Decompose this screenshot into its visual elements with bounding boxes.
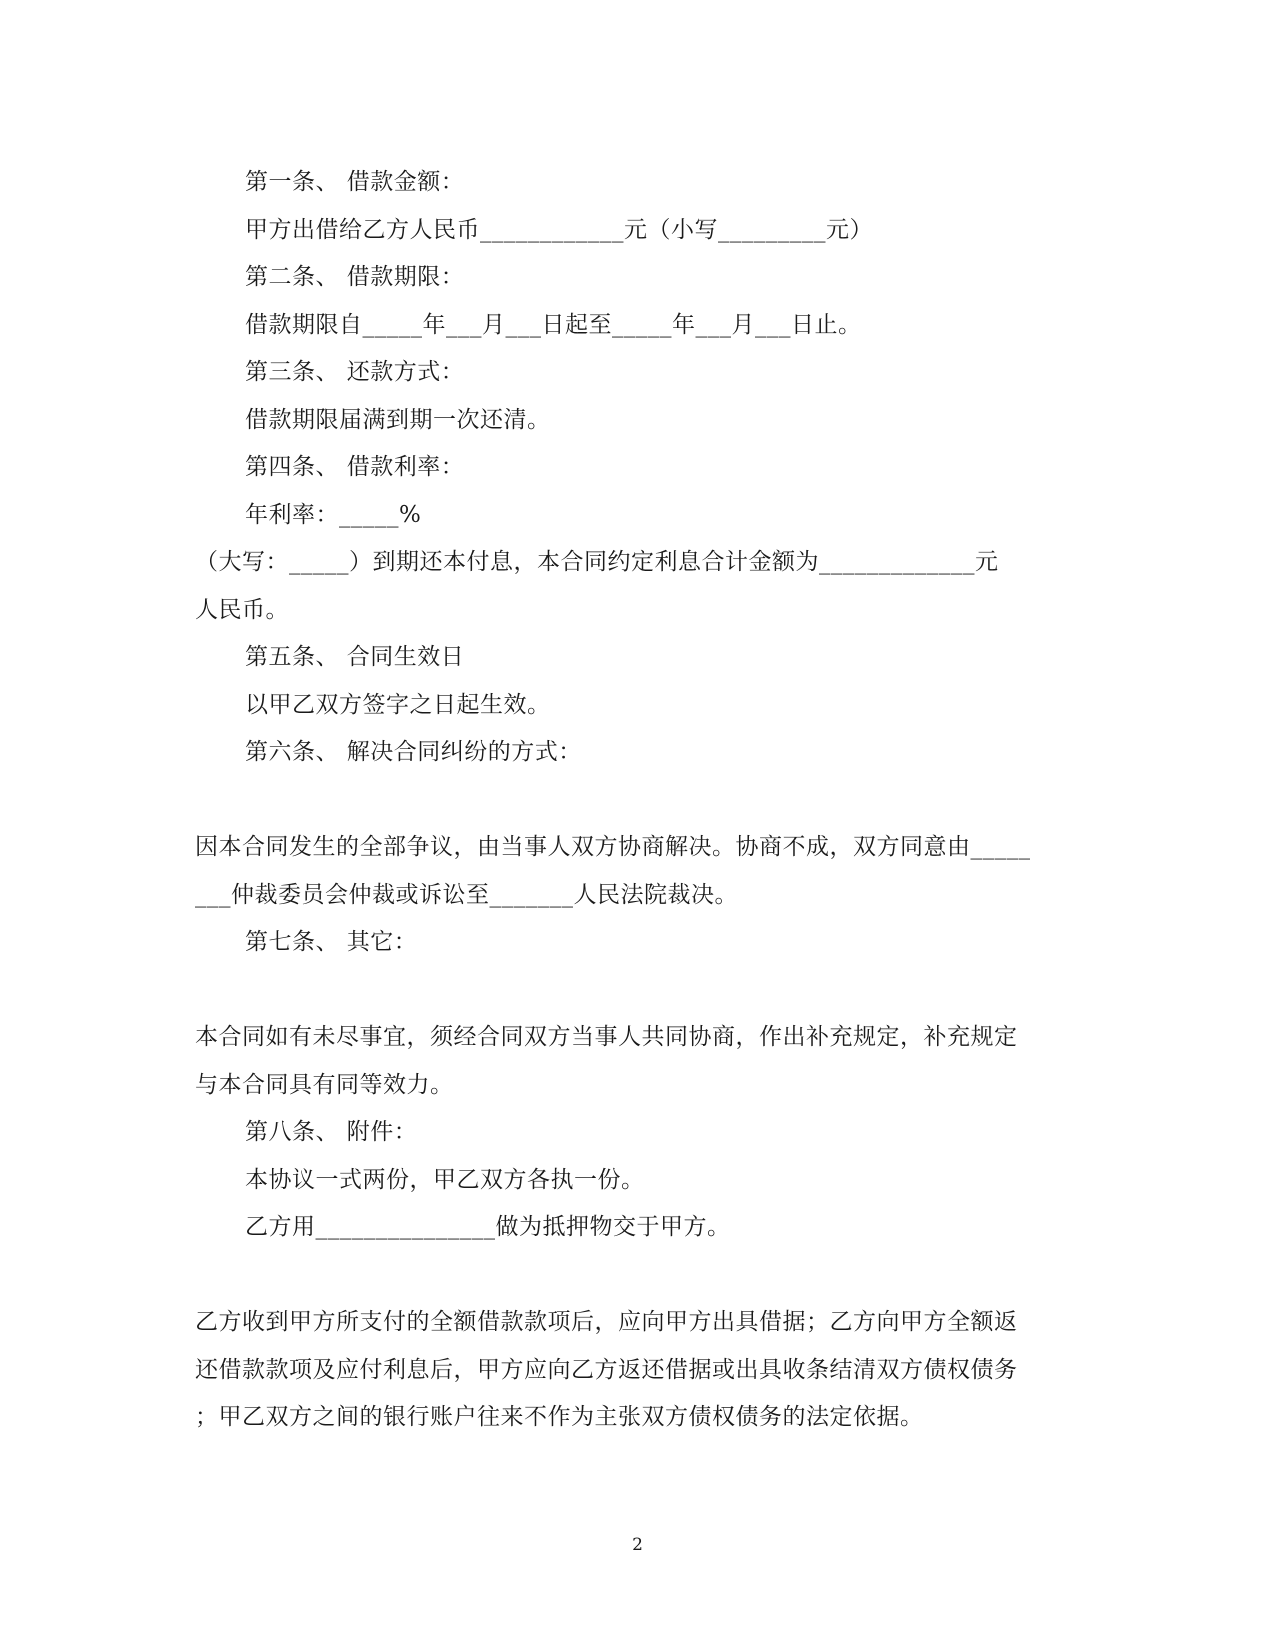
clause-8-heading: 第八条、 附件： (245, 1119, 418, 1145)
loan-amount-text: 甲方出借给乙方人民币____________元（小写_________元） (245, 217, 873, 243)
receipt-text: 乙方收到甲方所支付的全额借款款项后，应向甲方出具借据；乙方向甲方全额返 (195, 1309, 1018, 1335)
clause-7-heading: 第七条、 其它： (245, 929, 418, 955)
effective-date-text: 以甲乙双方签字之日起生效。 (245, 692, 551, 718)
loan-term-text: 借款期限自_____年___月___日起至_____年___月___日止。 (245, 312, 862, 338)
repayment-method-text: 借款期限届满到期一次还清。 (245, 407, 551, 433)
clause-4-heading: 第四条、 借款利率： (245, 454, 465, 480)
interest-total-text: （大写：_____）到期还本付息，本合同约定利息合计金额为_____________元 (195, 549, 999, 575)
copies-text: 本协议一式两份，甲乙双方各执一份。 (245, 1167, 645, 1193)
collateral-text: 乙方用_______________做为抵押物交于甲方。 (245, 1214, 731, 1240)
other-terms-text-cont: 与本合同具有同等效力。 (195, 1072, 454, 1098)
dispute-text: 因本合同发生的全部争议，由当事人双方协商解决。协商不成，双方同意由_____ (195, 834, 1031, 860)
receipt-text-cont-1: 还借款款项及应付利息后，甲方应向乙方返还借据或出具收条结清双方债权债务 (195, 1357, 1018, 1383)
interest-total-text-cont: 人民币。 (195, 597, 289, 623)
clause-6-heading: 第六条、 解决合同纠纷的方式： (245, 739, 582, 765)
page-number: 2 (632, 1535, 643, 1555)
annual-rate-text: 年利率：_____% (245, 502, 422, 528)
clause-3-heading: 第三条、 还款方式： (245, 359, 465, 385)
receipt-text-cont-2: ；甲乙双方之间的银行账户往来不作为主张双方债权债务的法定依据。 (195, 1404, 924, 1430)
other-terms-text: 本合同如有未尽事宜，须经合同双方当事人共同协商，作出补充规定，补充规定 (195, 1024, 1018, 1050)
dispute-text-cont: ___仲裁委员会仲裁或诉讼至_______人民法院裁决。 (195, 882, 738, 908)
clause-2-heading: 第二条、 借款期限： (245, 264, 465, 290)
clause-5-heading: 第五条、 合同生效日 (245, 644, 465, 670)
clause-1-heading: 第一条、 借款金额： (245, 169, 465, 195)
